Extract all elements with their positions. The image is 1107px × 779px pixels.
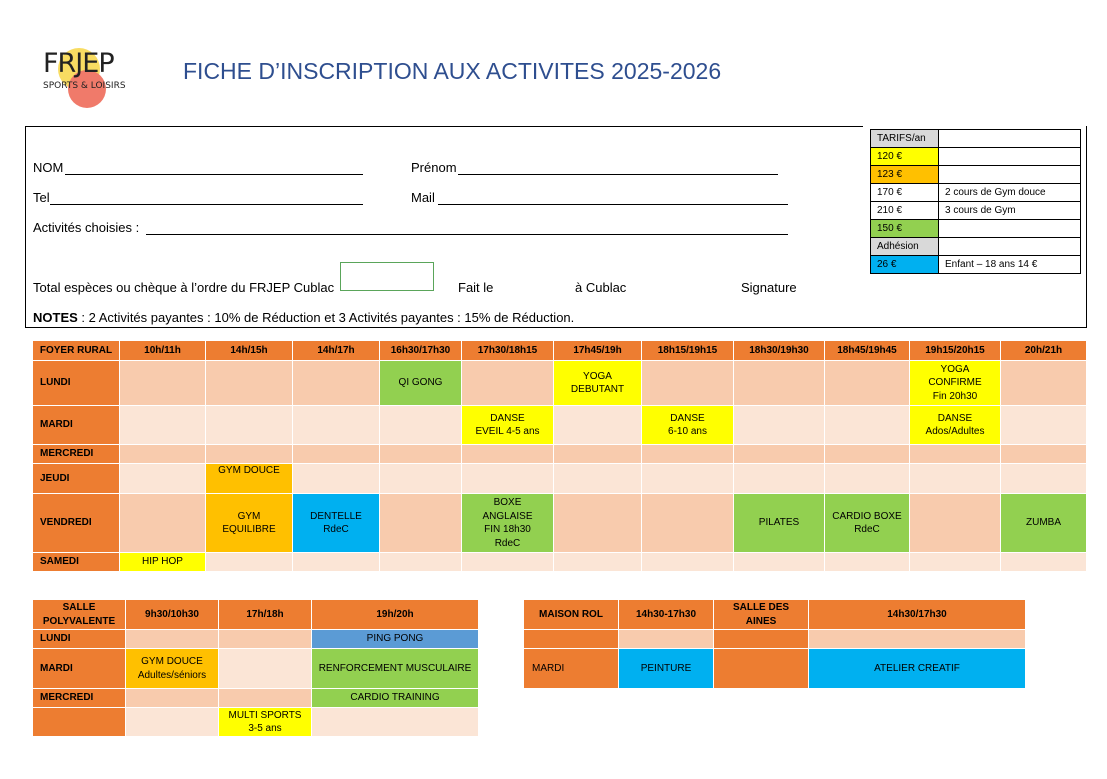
maison-row-mardi	[524, 649, 1026, 689]
time-header: 14h/15h	[206, 341, 293, 361]
activity-ping-pong[interactable]: PING PONG	[312, 630, 479, 649]
salle-header-row	[33, 600, 479, 630]
empty-cell	[734, 553, 825, 572]
empty-cell	[380, 464, 462, 494]
maison-rol-schedule	[523, 599, 1026, 689]
empty-cell	[642, 445, 734, 464]
empty-cell	[120, 445, 206, 464]
time-header: 10h/11h	[120, 341, 206, 361]
empty-cell	[120, 361, 206, 406]
empty-cell	[554, 445, 642, 464]
a-cublac-label: à Cublac	[575, 280, 627, 295]
empty-cell	[619, 630, 714, 649]
empty-cell	[219, 630, 312, 649]
empty-cell	[714, 649, 809, 689]
tarif-row	[871, 202, 1081, 220]
tarif-row	[871, 148, 1081, 166]
row-lundi	[33, 361, 1087, 406]
empty-cell	[554, 553, 642, 572]
salle-polyvalente-schedule	[32, 599, 479, 737]
empty-cell	[293, 445, 380, 464]
tarif-price: 170 €	[871, 184, 939, 202]
empty-cell	[1001, 553, 1087, 572]
empty-cell	[219, 649, 312, 689]
salle-row-mercredi	[33, 689, 479, 708]
tarif-price: TARIFS/an	[871, 130, 939, 148]
nom-field[interactable]	[65, 174, 363, 175]
mail-label: Mail	[411, 190, 435, 205]
activity-yoga-confirme[interactable]: YOGA CONFIRME Fin 20h30	[910, 361, 1001, 406]
time-header: 17h/18h	[219, 600, 312, 630]
activites-field[interactable]	[146, 234, 788, 235]
time-header: 14h30/17h30	[809, 600, 1026, 630]
activity-cardio-training[interactable]: CARDIO TRAINING	[312, 689, 479, 708]
empty-cell	[825, 406, 910, 445]
time-header: 18h45/19h45	[825, 341, 910, 361]
tarif-description	[939, 130, 1081, 148]
activity-dentelle[interactable]: DENTELLE RdeC	[293, 494, 380, 553]
day-lundi: LUNDI	[33, 630, 126, 649]
activity-peinture[interactable]: PEINTURE	[619, 649, 714, 689]
row-vendredi	[33, 494, 1087, 553]
empty-cell	[642, 553, 734, 572]
empty-cell	[462, 464, 554, 494]
tarif-price: 120 €	[871, 148, 939, 166]
time-header: 18h30/19h30	[734, 341, 825, 361]
empty-cell	[734, 464, 825, 494]
empty-cell	[293, 361, 380, 406]
empty-cell	[734, 406, 825, 445]
tarif-price: 210 €	[871, 202, 939, 220]
empty-cell	[1001, 361, 1087, 406]
row-mardi	[33, 406, 1087, 445]
time-header: 17h45/19h	[554, 341, 642, 361]
time-header: 19h15/20h15	[910, 341, 1001, 361]
empty-cell	[293, 464, 380, 494]
empty-cell	[462, 361, 554, 406]
empty-cell	[1001, 445, 1087, 464]
time-header: 9h30/10h30	[126, 600, 219, 630]
tarif-row	[871, 220, 1081, 238]
signature-label: Signature	[741, 280, 797, 295]
maison-header-row	[524, 600, 1026, 630]
day-mercredi: MERCREDI	[33, 445, 120, 464]
foyer-header-row	[33, 341, 1087, 361]
time-header: 14h/17h	[293, 341, 380, 361]
tarif-row	[871, 238, 1081, 256]
activity-gym-douce-seniors[interactable]: GYM DOUCE Adultes/séniors	[126, 649, 219, 689]
tarif-row	[871, 184, 1081, 202]
empty-cell	[462, 445, 554, 464]
empty-cell	[126, 708, 219, 737]
time-header: 16h30/17h30	[380, 341, 462, 361]
empty-cell	[554, 406, 642, 445]
empty-cell	[206, 445, 293, 464]
day-samedi: SAMEDI	[33, 553, 120, 572]
empty-cell	[206, 553, 293, 572]
empty-cell	[910, 464, 1001, 494]
empty-cell	[120, 464, 206, 494]
maison-venue: MAISON ROL	[524, 600, 619, 630]
empty-cell	[462, 553, 554, 572]
empty-cell	[734, 445, 825, 464]
empty-cell	[206, 361, 293, 406]
day-lundi: LUNDI	[33, 361, 120, 406]
salle-row-lundi	[33, 630, 479, 649]
prenom-field[interactable]	[458, 174, 778, 175]
tarif-price: Adhésion	[871, 238, 939, 256]
empty-cell	[206, 406, 293, 445]
empty-cell	[910, 445, 1001, 464]
tarif-row	[871, 130, 1081, 148]
empty-cell	[734, 361, 825, 406]
empty-cell	[293, 406, 380, 445]
salle-venue: SALLE POLYVALENTE	[33, 600, 126, 630]
day-mardi: MARDI	[33, 649, 126, 689]
empty-cell	[524, 630, 619, 649]
activity-qi-gong[interactable]: QI GONG	[380, 361, 462, 406]
empty-cell	[126, 689, 219, 708]
empty-cell	[554, 464, 642, 494]
empty-cell	[809, 630, 1026, 649]
empty-cell	[714, 630, 809, 649]
activity-atelier-creatif[interactable]: ATELIER CREATIF	[809, 649, 1026, 689]
activity-danse-eveil[interactable]: DANSE EVEIL 4-5 ans	[462, 406, 554, 445]
empty-cell	[825, 445, 910, 464]
empty-cell	[120, 406, 206, 445]
tel-field[interactable]	[50, 204, 363, 205]
tarif-description: Enfant – 18 ans 14 €	[939, 256, 1081, 274]
empty-cell	[380, 494, 462, 553]
tarif-description: 2 cours de Gym douce	[939, 184, 1081, 202]
row-jeudi	[33, 464, 1087, 494]
empty-cell	[1001, 464, 1087, 494]
salle-row-extra	[33, 708, 479, 737]
activity-hip-hop[interactable]: HIP HOP	[120, 553, 206, 572]
row-mercredi	[33, 445, 1087, 464]
activity-danse-ados[interactable]: DANSE Ados/Adultes	[910, 406, 1001, 445]
empty-cell	[120, 494, 206, 553]
time-header: 18h15/19h15	[642, 341, 734, 361]
day-vendredi: VENDREDI	[33, 494, 120, 553]
activity-gym-douce[interactable]: GYM DOUCE	[206, 464, 293, 494]
time-header: 20h/21h	[1001, 341, 1087, 361]
salle-aines-venue: SALLE DES AINES	[714, 600, 809, 630]
empty-cell	[910, 494, 1001, 553]
activity-cardio-boxe[interactable]: CARDIO BOXE RdeC	[825, 494, 910, 553]
activity-zumba[interactable]: ZUMBA	[1001, 494, 1087, 553]
day-empty	[33, 708, 126, 737]
tarif-row	[871, 166, 1081, 184]
empty-cell	[910, 553, 1001, 572]
tarif-description: 3 cours de Gym	[939, 202, 1081, 220]
empty-cell	[293, 553, 380, 572]
empty-cell	[825, 553, 910, 572]
total-amount-box[interactable]	[340, 262, 434, 291]
day-mercredi: MERCREDI	[33, 689, 126, 708]
empty-cell	[380, 553, 462, 572]
tel-label: Tel	[33, 190, 50, 205]
page-title: FICHE D’INSCRIPTION AUX ACTIVITES 2025-2026	[183, 58, 722, 84]
empty-cell	[825, 361, 910, 406]
empty-cell	[642, 361, 734, 406]
empty-cell	[380, 406, 462, 445]
empty-cell	[380, 445, 462, 464]
empty-cell	[126, 630, 219, 649]
salle-row-mardi	[33, 649, 479, 689]
tarif-description	[939, 238, 1081, 256]
tarif-price: 150 €	[871, 220, 939, 238]
activity-multi-sports[interactable]: MULTI SPORTS 3-5 ans	[219, 708, 312, 737]
frjep-logo	[40, 44, 126, 110]
maison-row-blank	[524, 630, 1026, 649]
activity-gym-equilibre[interactable]: GYM EQUILIBRE	[206, 494, 293, 553]
total-label: Total espèces ou chèque à l’ordre du FRJEP Cublac	[33, 280, 335, 295]
empty-cell	[825, 464, 910, 494]
activity-pilates[interactable]: PILATES	[734, 494, 825, 553]
tarif-description	[939, 166, 1081, 184]
notes-text: : 2 Activités payantes : 10% de Réduction et 3 Activités payantes : 15% de Réduction.	[77, 310, 575, 325]
nom-label: NOM	[33, 160, 64, 175]
logo-tagline: SPORTS & LOISIRS	[43, 81, 126, 91]
mail-field[interactable]	[438, 204, 788, 205]
activity-boxe-anglaise[interactable]: BOXE ANGLAISE FIN 18h30 RdeC	[462, 494, 554, 553]
time-header: 14h30-17h30	[619, 600, 714, 630]
notes	[33, 310, 574, 325]
tarif-description	[939, 220, 1081, 238]
row-samedi	[33, 553, 1087, 572]
activity-yoga-debutant[interactable]: YOGA DEBUTANT	[554, 361, 642, 406]
empty-cell	[642, 494, 734, 553]
logo-name: FRJEP	[43, 48, 114, 79]
notes-label: NOTES	[33, 310, 78, 325]
day-jeudi: JEUDI	[33, 464, 120, 494]
day-mardi: MARDI	[33, 406, 120, 445]
activites-label: Activités choisies :	[33, 220, 140, 235]
prenom-label: Prénom	[411, 160, 457, 175]
empty-cell	[554, 494, 642, 553]
tarifs-table	[870, 129, 1081, 274]
foyer-rural-schedule	[32, 340, 1087, 572]
time-header: 19h/20h	[312, 600, 479, 630]
empty-cell	[312, 708, 479, 737]
time-header: 17h30/18h15	[462, 341, 554, 361]
tarif-price: 123 €	[871, 166, 939, 184]
empty-cell	[642, 464, 734, 494]
foyer-venue: FOYER RURAL	[33, 341, 120, 361]
empty-cell	[1001, 406, 1087, 445]
tarif-description	[939, 148, 1081, 166]
activity-renforcement-musculaire[interactable]: RENFORCEMENT MUSCULAIRE	[312, 649, 479, 689]
day-mardi: MARDI	[524, 649, 619, 689]
fait-le-label: Fait le	[458, 280, 494, 295]
empty-cell	[219, 689, 312, 708]
activity-danse-6-10[interactable]: DANSE 6-10 ans	[642, 406, 734, 445]
tarif-row	[871, 256, 1081, 274]
tarif-price: 26 €	[871, 256, 939, 274]
